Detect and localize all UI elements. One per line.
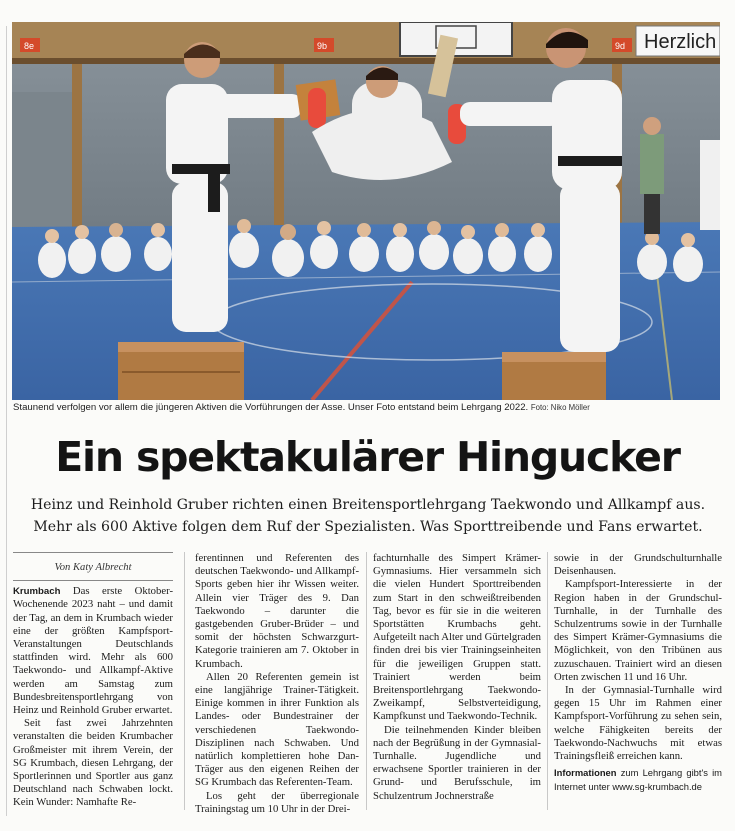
paragraph: Kampfsport-Interessierte in der Region haben in der Grundschul-Turnhalle, in der Turnhalle des Schulzentrums sowie in der Turnhalle des Simpert Krämer-Gymnasiums die Möglichkeit, von den Tribünen aus zuzuschauen. Trainiert wird an diesen Orten zwischen 11 und 16 Uhr. <box>554 578 722 683</box>
article-photo <box>12 22 720 400</box>
column-divider <box>547 552 548 810</box>
deck-line-2: Mehr als 600 Aktive folgen dem Ruf der Spezialisten. Was Sporttreibende und Fans erwartet. <box>33 519 703 535</box>
article-deck <box>13 494 723 538</box>
info-box <box>554 766 722 794</box>
paragraph: sowie in der Grundschulturnhalle Deisenhausen. <box>554 552 722 578</box>
paragraph: Die teilnehmenden Kinder bleiben nach der Begrüßung in der Gymnasial-Turnhalle. Jugendliche und erwachsene Sportler trainieren in der Grund- und Berufsschule, im Schulzentrum Jochnerstraße <box>373 723 541 802</box>
paragraph: In der Gymnasial-Turnhalle wird gegen 15 Uhr im Rahmen einer Kampfsport-Vorführung zu sehen sein, welche Fähigkeiten bereits der Taekwondo-Nachwuchs mit etwas Trainingsfleiß erreichen kann. <box>554 684 722 763</box>
photo-credit: Foto: Niko Möller <box>530 403 590 412</box>
byline: Von Katy Albrecht <box>13 552 173 581</box>
paragraph: fachturnhalle des Simpert Krämer-Gymnasiums. Hier versammeln sich die vielen Hundert Sporttreibenden zum Start in den schweißtreibenden Tag, bevor es für sie in die weiteren Sportstätten Krumbachs geht. Aufgeteilt nach Alter und Gürtelgraden finden drei bis vier Trainingseinheiten für die jeweiligen Gruppen statt. Trainiert werden beim Breitensportlehrgang Taekwondo-Zweikampf, Selbstverteidigung, Kampfkunst und Taekwondo-Technik. <box>373 552 541 723</box>
article-column-3 <box>373 552 541 803</box>
photo-caption <box>13 402 720 414</box>
article-column-2 <box>195 552 359 816</box>
hall-sign-text: Herzlich <box>644 31 717 53</box>
article-column-4 <box>554 552 722 795</box>
page-edge-line <box>6 26 7 816</box>
paragraph: Allen 20 Referenten gemein ist eine langjährige Trainer-Tätigkeit. Einige kommen in ihrer Funktion als Landes- oder Bundestrainer der verschiedenen Taekwondo-Disziplinen nach Schwaben. Und natürlich komplettieren hohe Dan-Träger aus den eigenen Reihen der SG Krumbach das Referenten-Team. <box>195 670 359 789</box>
info-label: Informationen <box>554 767 617 779</box>
paragraph: Los geht der überregionale Trainingstag um 10 Uhr in der Drei- <box>195 789 359 815</box>
paragraph: Seit fast zwei Jahrzehnten veranstalten die beiden Krumbacher Großmeister mit ihrem Verein, der SG Krumbach, diesen Lehrgang, der Sportlerinnen und Sportler aus ganz Deutschland nach Schwaben lockt. Kein Wunder: Namhafte Re- <box>13 717 173 809</box>
article-body <box>13 552 723 822</box>
deck-line-1: Heinz und Reinhold Gruber richten einen Breitensportlehrgang Taekwondo und Allkampf aus. <box>30 497 706 513</box>
paragraph <box>13 585 173 717</box>
caption-text: Staunend verfolgen vor allem die jüngeren Aktiven die Vorführungen der Asse. Unser Foto entstand beim Lehrgang 2022. <box>13 402 529 413</box>
column-divider <box>366 552 367 810</box>
dateline-place: Krumbach <box>13 586 61 598</box>
taekwondo-demonstration-photo <box>12 22 720 400</box>
paragraph: ferentinnen und Referenten des deutschen Taekwondo- und Allkampf-Sports geben hier ihr Wissen weiter. Allein vier Träger des 9. Dan Taekwondo – darunter die gastgebenden Gruber-Brüder – und somit der höchsten Schwarzgurt-Kategorie trainieren am 7. Oktober in Krumbach. <box>195 552 359 670</box>
article-headline: Ein spektakulärer Hingucker <box>55 433 680 481</box>
row-marker-3: 9d <box>615 41 626 51</box>
paragraph-text: Das erste Oktober-Wochenende 2023 naht – und damit der Tag, an dem in Krumbach wieder eine der größten Kampfsport-Veranstaltungen Deutschlands stattfinden wird. Mehr als 600 Taekwondo- und Allkampf-Aktive werden am Samstag zum Bundesbreitensportlehrgang von Heinz und Reinhold Gruber erwartet. <box>13 585 174 717</box>
info-text: zum Lehrgang gibt's im Internet unter www.sg-krumbach.de <box>554 767 722 793</box>
column-divider <box>184 552 185 810</box>
article-column-1 <box>13 552 173 810</box>
row-marker-2: 9b <box>317 41 328 51</box>
row-marker-1: 8e <box>24 41 35 51</box>
